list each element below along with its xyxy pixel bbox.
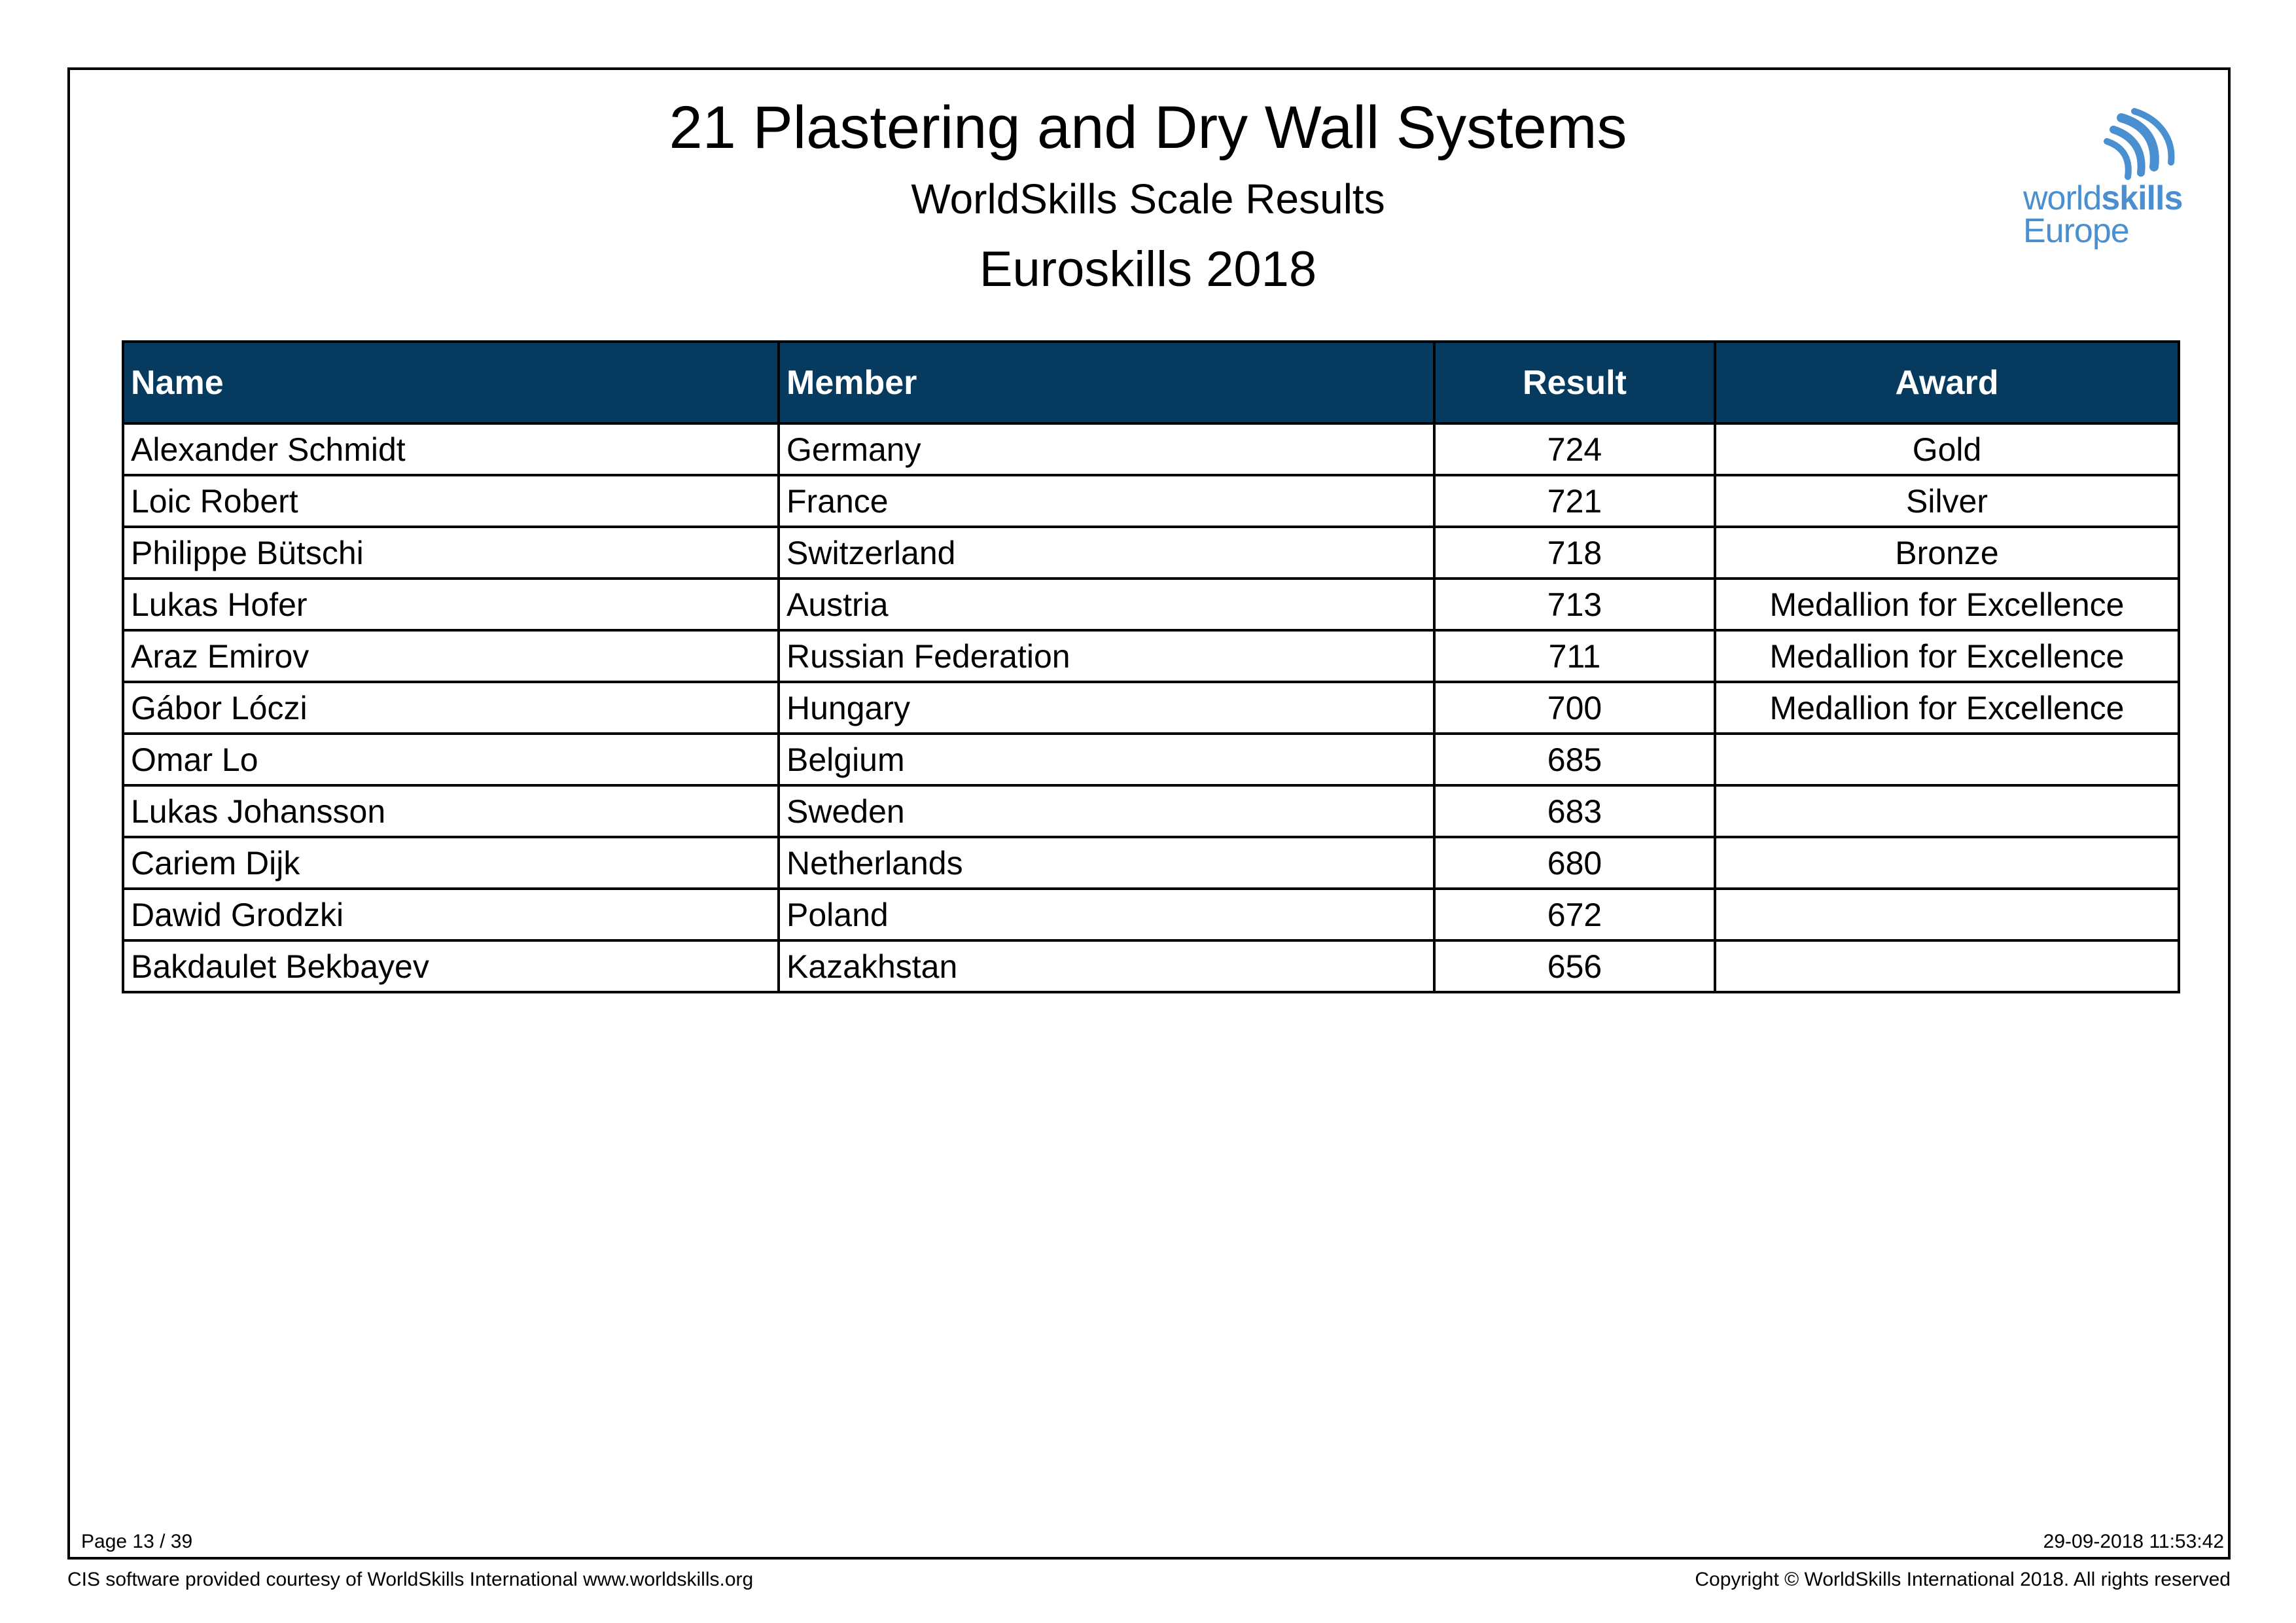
- column-header-member: Member: [779, 342, 1434, 423]
- cell-name: Cariem Dijk: [123, 837, 779, 889]
- page-subtitle: WorldSkills Scale Results: [911, 175, 1385, 223]
- cell-award: Gold: [1715, 423, 2179, 475]
- cell-name: Omar Lo: [123, 734, 779, 785]
- logo-word-europe: Europe: [2023, 212, 2129, 250]
- cell-result: 711: [1434, 630, 1715, 682]
- results-table: [122, 340, 2180, 993]
- cell-name: Bakdaulet Bekbayev: [123, 940, 779, 992]
- logo-word-world: world: [2023, 179, 2102, 217]
- cell-award: [1715, 889, 2179, 940]
- table-row: [123, 423, 2179, 475]
- cell-award: Medallion for Excellence: [1715, 682, 2179, 734]
- table-row: [123, 527, 2179, 579]
- event-title: Euroskills 2018: [979, 241, 1317, 297]
- cell-award: Bronze: [1715, 527, 2179, 579]
- cell-name: Lukas Hofer: [123, 579, 779, 630]
- cell-result: 672: [1434, 889, 1715, 940]
- logo-text: [2023, 179, 2193, 250]
- column-header-result: Result: [1434, 342, 1715, 423]
- column-header-award: Award: [1715, 342, 2179, 423]
- table-row: [123, 734, 2179, 785]
- copyright-notice: Copyright © WorldSkills International 2018. All rights reserved: [1695, 1569, 2231, 1590]
- cell-member: Poland: [779, 889, 1434, 940]
- cell-member: Switzerland: [779, 527, 1434, 579]
- table-row: [123, 475, 2179, 527]
- cell-name: Gábor Lóczi: [123, 682, 779, 734]
- table-header-row: [123, 342, 2179, 423]
- table-row: [123, 940, 2179, 992]
- cell-award: [1715, 837, 2179, 889]
- page-title: 21 Plastering and Dry Wall Systems: [669, 94, 1627, 161]
- cell-name: Dawid Grodzki: [123, 889, 779, 940]
- table-row: [123, 889, 2179, 940]
- table-row: [123, 579, 2179, 630]
- cell-result: 685: [1434, 734, 1715, 785]
- cell-name: Alexander Schmidt: [123, 423, 779, 475]
- cell-result: 721: [1434, 475, 1715, 527]
- cell-result: 713: [1434, 579, 1715, 630]
- cell-name: Loic Robert: [123, 475, 779, 527]
- cell-member: Netherlands: [779, 837, 1434, 889]
- cell-member: Hungary: [779, 682, 1434, 734]
- cell-member: France: [779, 475, 1434, 527]
- cell-award: Silver: [1715, 475, 2179, 527]
- worldskills-europe-logo: [2023, 105, 2193, 255]
- cell-result: 683: [1434, 785, 1715, 837]
- cell-result: 718: [1434, 527, 1715, 579]
- cell-name: Araz Emirov: [123, 630, 779, 682]
- table-row: [123, 630, 2179, 682]
- cell-member: Austria: [779, 579, 1434, 630]
- cell-result: 724: [1434, 423, 1715, 475]
- software-credit: CIS software provided courtesy of WorldSkills International www.worldskills.org: [67, 1569, 754, 1590]
- cell-member: Kazakhstan: [779, 940, 1434, 992]
- cell-name: Philippe Bütschi: [123, 527, 779, 579]
- cell-award: [1715, 785, 2179, 837]
- cell-member: Belgium: [779, 734, 1434, 785]
- cell-result: 680: [1434, 837, 1715, 889]
- cell-member: Russian Federation: [779, 630, 1434, 682]
- cell-name: Lukas Johansson: [123, 785, 779, 837]
- worldskills-swirl-icon: [2023, 105, 2193, 183]
- cell-member: Sweden: [779, 785, 1434, 837]
- cell-member: Germany: [779, 423, 1434, 475]
- table-row: [123, 837, 2179, 889]
- table-row: [123, 682, 2179, 734]
- cell-award: Medallion for Excellence: [1715, 630, 2179, 682]
- cell-award: [1715, 940, 2179, 992]
- print-timestamp: 29-09-2018 11:53:42: [2043, 1531, 2224, 1552]
- column-header-name: Name: [123, 342, 779, 423]
- cell-result: 700: [1434, 682, 1715, 734]
- cell-award: [1715, 734, 2179, 785]
- cell-result: 656: [1434, 940, 1715, 992]
- logo-word-skills: skills: [2101, 179, 2183, 217]
- table-row: [123, 785, 2179, 837]
- cell-award: Medallion for Excellence: [1715, 579, 2179, 630]
- page-number: Page 13 / 39: [81, 1531, 193, 1552]
